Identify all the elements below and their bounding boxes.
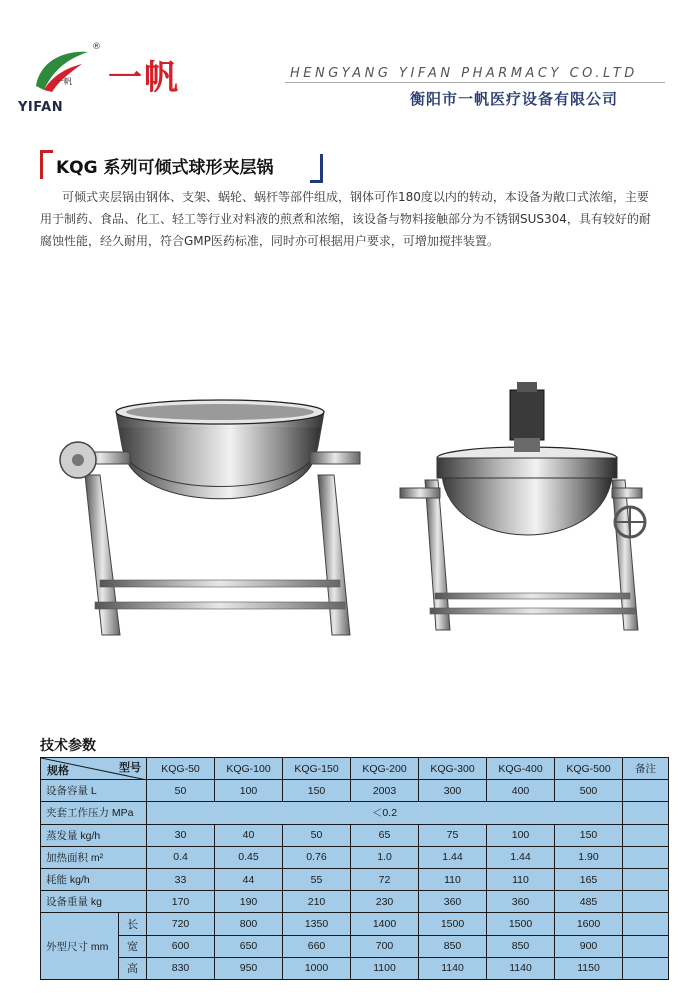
spec-corner-cell — [41, 758, 147, 780]
table-cell: 1.90 — [555, 846, 623, 868]
table-cell: 850 — [419, 935, 487, 957]
table-cell: 1.0 — [351, 846, 419, 868]
model-header: KQG-500 — [555, 758, 623, 780]
header-divider — [285, 82, 665, 83]
remark-cell — [623, 957, 669, 979]
table-cell: 900 — [555, 935, 623, 957]
product-title-block — [40, 150, 330, 180]
dimension-sub-label: 长 — [119, 913, 147, 935]
remark-cell — [623, 868, 669, 890]
remark-cell — [623, 824, 669, 846]
table-cell: 30 — [147, 824, 215, 846]
table-cell: 700 — [351, 935, 419, 957]
table-cell: 1.44 — [419, 846, 487, 868]
table-cell: 360 — [487, 891, 555, 913]
table-cell: 44 — [215, 868, 283, 890]
table-cell: 1400 — [351, 913, 419, 935]
table-cell: 110 — [419, 868, 487, 890]
title-bracket-left — [40, 150, 53, 179]
model-header: KQG-50 — [147, 758, 215, 780]
table-row — [41, 846, 669, 868]
table-cell: 1350 — [283, 913, 351, 935]
table-cell: 165 — [555, 868, 623, 890]
product-photos — [40, 380, 670, 640]
table-cell: 0.4 — [147, 846, 215, 868]
table-row — [41, 824, 669, 846]
table-cell: 1150 — [555, 957, 623, 979]
company-name-en: HENGYANG YIFAN PHARMACY CO.LTD — [290, 66, 638, 81]
table-cell: 800 — [215, 913, 283, 935]
row-label: 夹套工作压力 MPa — [41, 802, 147, 824]
registered-mark: ® — [92, 42, 101, 52]
remark-cell — [623, 891, 669, 913]
product-title: KQG 系列可倾式球形夹层锅 — [56, 158, 274, 178]
remark-cell — [623, 802, 669, 824]
remark-cell — [623, 780, 669, 802]
yifan-leaf-logo-icon — [30, 46, 92, 96]
table-cell: 2003 — [351, 780, 419, 802]
table-cell: 1100 — [351, 957, 419, 979]
table-cell: 33 — [147, 868, 215, 890]
model-header: KQG-150 — [283, 758, 351, 780]
kettle-left-image — [60, 400, 360, 635]
table-cell: 230 — [351, 891, 419, 913]
table-cell: 1140 — [419, 957, 487, 979]
header-model-label: 型号 — [119, 762, 141, 774]
table-cell: 100 — [215, 780, 283, 802]
spec-header-row — [41, 758, 669, 780]
table-cell: 1500 — [487, 913, 555, 935]
remark-cell — [623, 935, 669, 957]
table-cell: 830 — [147, 957, 215, 979]
table-cell: 75 — [419, 824, 487, 846]
brand-name-cn: 一帆 — [108, 58, 180, 98]
table-cell: 210 — [283, 891, 351, 913]
spec-heading: 技术参数 — [40, 738, 96, 754]
table-cell: 55 — [283, 868, 351, 890]
remark-cell — [623, 913, 669, 935]
header-spec-label: 规格 — [47, 765, 69, 778]
table-row — [41, 802, 669, 824]
table-cell: 300 — [419, 780, 487, 802]
table-cell: 170 — [147, 891, 215, 913]
dimension-sub-label: 高 — [119, 957, 147, 979]
table-cell: 100 — [487, 824, 555, 846]
table-cell: 110 — [487, 868, 555, 890]
table-cell: 500 — [555, 780, 623, 802]
kettle-right-image — [400, 382, 645, 630]
product-description: 可倾式夹层锅由钢体、支架、蜗轮、蜗杆等部件组成，钢体可作180度以内的转动，本设备为敞口式浓缩，主要用于制药、食品、化工、轻工等行业对料液的煎煮和浓缩，该设备与物料接触部分为不锈钢SUS304，具有较好的耐腐蚀性能，经久耐用，符合GMP医药标准，同时亦可根据用户要求，可增加搅拌装置。 — [40, 190, 651, 248]
row-label: 耗能 kg/h — [41, 868, 147, 890]
model-header: KQG-400 — [487, 758, 555, 780]
table-cell: 950 — [215, 957, 283, 979]
table-cell: 50 — [147, 780, 215, 802]
table-cell: 400 — [487, 780, 555, 802]
row-label: 设备重量 kg — [41, 891, 147, 913]
table-cell: 1140 — [487, 957, 555, 979]
table-cell: 1.44 — [487, 846, 555, 868]
row-label: 蒸发量 kg/h — [41, 824, 147, 846]
table-cell: 360 — [419, 891, 487, 913]
table-cell: 485 — [555, 891, 623, 913]
table-row — [41, 780, 669, 802]
table-cell: 1600 — [555, 913, 623, 935]
table-row — [41, 935, 669, 957]
dimensions-label: 外型尺寸 mm — [41, 913, 119, 980]
merged-cell: ＜0.2 — [147, 802, 623, 824]
table-row — [41, 957, 669, 979]
dimension-sub-label: 宽 — [119, 935, 147, 957]
table-cell: 72 — [351, 868, 419, 890]
table-cell: 720 — [147, 913, 215, 935]
remark-cell — [623, 846, 669, 868]
table-cell: 850 — [487, 935, 555, 957]
logo-text: YIFAN — [18, 100, 64, 115]
title-bracket-right — [310, 154, 323, 183]
table-row — [41, 891, 669, 913]
remark-header: 备注 — [623, 758, 669, 780]
table-row — [41, 868, 669, 890]
table-cell: 1500 — [419, 913, 487, 935]
table-cell: 190 — [215, 891, 283, 913]
model-header: KQG-200 — [351, 758, 419, 780]
svg-text:一帆: 一帆 — [56, 77, 72, 86]
table-row — [41, 913, 669, 935]
table-cell: 150 — [283, 780, 351, 802]
table-cell: 65 — [351, 824, 419, 846]
model-header: KQG-100 — [215, 758, 283, 780]
table-cell: 40 — [215, 824, 283, 846]
table-cell: 0.45 — [215, 846, 283, 868]
table-cell: 660 — [283, 935, 351, 957]
row-label: 设备容量 L — [41, 780, 147, 802]
table-cell: 650 — [215, 935, 283, 957]
table-cell: 1000 — [283, 957, 351, 979]
row-label: 加热面积 m² — [41, 846, 147, 868]
spec-table — [40, 757, 669, 980]
table-cell: 0.76 — [283, 846, 351, 868]
table-cell: 50 — [283, 824, 351, 846]
model-header: KQG-300 — [419, 758, 487, 780]
table-cell: 600 — [147, 935, 215, 957]
company-name-cn: 衡阳市一帆医疗设备有限公司 — [410, 90, 619, 108]
table-cell: 150 — [555, 824, 623, 846]
